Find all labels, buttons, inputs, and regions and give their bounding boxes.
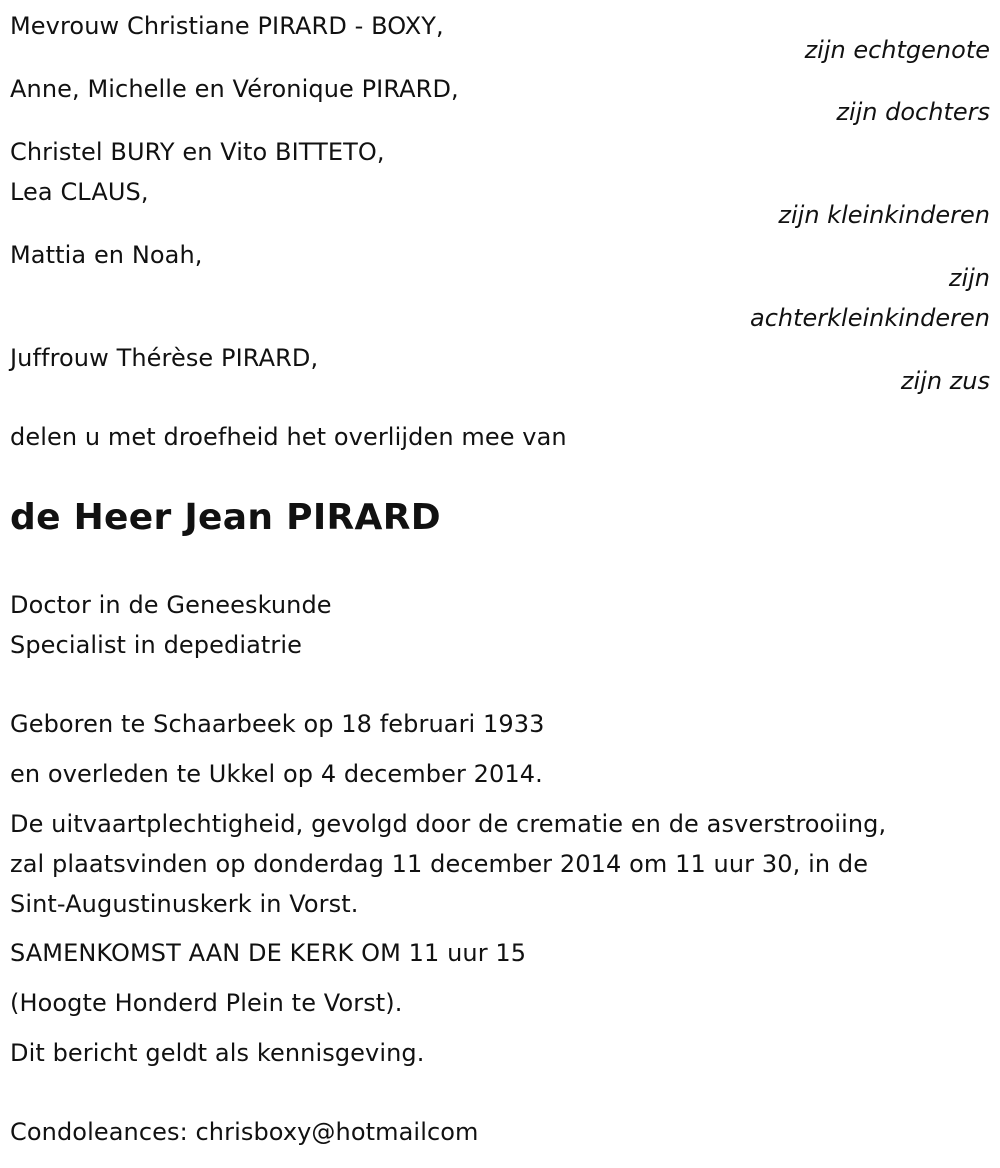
grandchildren-relation: zijn kleinkinderen	[778, 201, 990, 229]
spouse-name: Mevrouw Christiane PIRARD - BOXY,	[10, 12, 444, 40]
ceremony-line-3: Sint-Augustinuskerk in Vorst.	[10, 890, 359, 918]
ceremony-line-1: De uitvaartplechtigheid, gevolgd door de crematie en de asverstrooiing,	[10, 810, 887, 838]
daughters-names: Anne, Michelle en Véronique PIRARD,	[10, 75, 459, 103]
deceased-name-heading: de Heer Jean PIRARD	[10, 497, 441, 538]
great-grandchildren-names: Mattia en Noah,	[10, 241, 203, 269]
spouse-relation: zijn echtgenote	[804, 36, 990, 64]
great-grandchildren-relation-line-1: zijn	[948, 264, 990, 292]
gathering-info: SAMENKOMST AAN DE KERK OM 11 uur 15	[10, 939, 527, 967]
ceremony-line-2: zal plaatsvinden op donderdag 11 december 2014 om 11 uur 30, in de	[10, 850, 869, 878]
sister-relation: zijn zus	[900, 367, 990, 395]
gathering-location: (Hoogte Honderd Plein te Vorst).	[10, 989, 403, 1017]
sister-name: Juffrouw Thérèse PIRARD,	[10, 344, 319, 372]
deceased-title-2: Specialist in depediatrie	[10, 631, 303, 659]
grandchildren-name-2: Lea CLAUS,	[10, 178, 149, 206]
notice-text: Dit bericht geldt als kennisgeving.	[10, 1039, 425, 1067]
great-grandchildren-relation-line-2: achterkleinkinderen	[750, 304, 990, 332]
condolences-contact: Condoleances: chrisboxy@hotmailcom	[10, 1118, 479, 1146]
deceased-title-1: Doctor in de Geneeskunde	[10, 591, 332, 619]
death-info: en overleden te Ukkel op 4 december 2014.	[10, 760, 543, 788]
birth-info: Geboren te Schaarbeek op 18 februari 1933	[10, 710, 545, 738]
grandchildren-name-1: Christel BURY en Vito BITTETO,	[10, 138, 385, 166]
daughters-relation: zijn dochters	[836, 98, 990, 126]
announcement-text: delen u met droefheid het overlijden mee van	[10, 423, 567, 451]
